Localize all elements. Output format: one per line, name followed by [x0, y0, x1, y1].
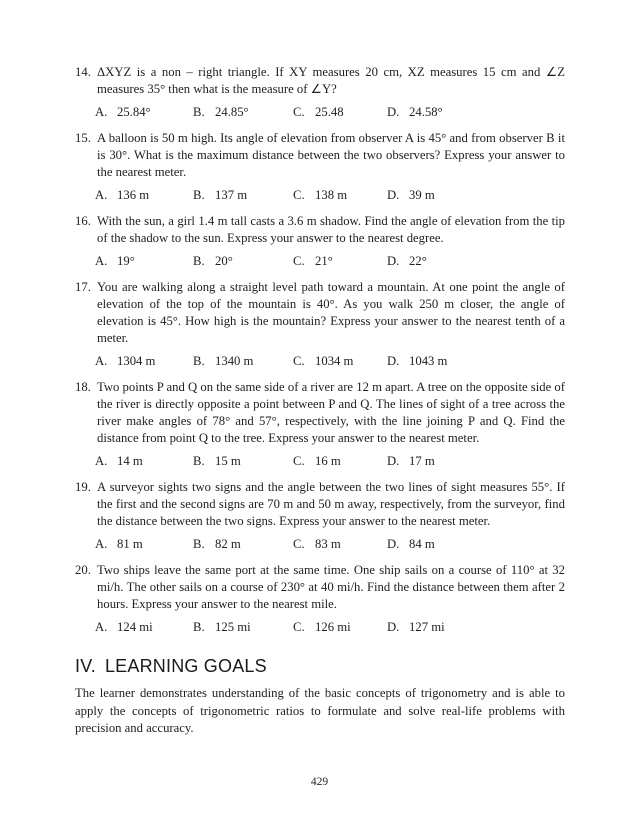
answer-choices: [75, 187, 565, 204]
answer-choice: [193, 536, 293, 553]
choice-value: 1340 m: [215, 354, 254, 368]
choice-letter: D.: [387, 188, 400, 202]
question-list: [75, 64, 565, 636]
question-number: 17.: [75, 280, 91, 294]
answer-choices: [75, 253, 565, 270]
question: [75, 130, 565, 204]
answer-choice: [293, 253, 387, 270]
answer-choice: [95, 187, 193, 204]
answer-choice: [95, 536, 193, 553]
question-body: A balloon is 50 m high. Its angle of elevation from observer A is 45° and from observer B it is 30°. What is the maximum distance between the two observers? Express your answer to the nearest meter.: [97, 131, 565, 179]
choice-value: 25.48: [315, 105, 344, 119]
choice-value: 1034 m: [315, 354, 354, 368]
question-text: [75, 213, 565, 247]
choice-value: 19°: [117, 254, 135, 268]
answer-choices: [75, 353, 565, 370]
answer-choice: [95, 104, 193, 121]
question-text: [75, 379, 565, 447]
choice-letter: B.: [193, 254, 205, 268]
choice-letter: B.: [193, 620, 205, 634]
choice-value: 22°: [409, 254, 427, 268]
question: [75, 562, 565, 636]
answer-choice: [293, 536, 387, 553]
question-body: Two points P and Q on the same side of a river are 12 m apart. A tree on the opposite side of the river is directly opposite a point between P and Q. The lines of sight of a tree across the river make angles of 78° and 57°, respectively, with the line joining P and Q. Find the distance from point Q to the tree. Express your answer to the nearest meter.: [97, 380, 565, 445]
answer-choice: [193, 253, 293, 270]
answer-choice: [387, 453, 565, 470]
choice-value: 136 m: [117, 188, 150, 202]
question-body: A surveyor sights two signs and the angle between the two lines of sight measures 55°. If the first and the second signs are 70 m and 50 m away, respectively, from the surveyor, find the distance between the two signs. Express your answer to the nearest meter.: [97, 480, 565, 528]
answer-choice: [293, 353, 387, 370]
question-text: [75, 562, 565, 613]
learning-goals-paragraph: The learner demonstrates understanding of the basic concepts of trigonometry and is able to apply the concepts of trigonometric ratios to formulate and solve real-life problems with precision and accuracy.: [75, 686, 565, 735]
answer-choice: [193, 187, 293, 204]
choice-value: 1043 m: [409, 354, 448, 368]
choice-letter: D.: [387, 354, 400, 368]
answer-choice: [293, 619, 387, 636]
question: [75, 64, 565, 121]
choice-letter: C.: [293, 188, 305, 202]
question-body: With the sun, a girl 1.4 m tall casts a 3.6 m shadow. Find the angle of elevation from the tip of the shadow to the sun. Express your answer to the nearest degree.: [97, 214, 565, 245]
choice-letter: A.: [95, 537, 108, 551]
choice-letter: A.: [95, 454, 108, 468]
question: [75, 379, 565, 470]
choice-letter: A.: [95, 620, 108, 634]
question-number: 14.: [75, 65, 91, 79]
answer-choice: [293, 187, 387, 204]
choice-letter: C.: [293, 105, 305, 119]
choice-value: 17 m: [409, 454, 435, 468]
question-number: 18.: [75, 380, 91, 394]
choice-letter: D.: [387, 537, 400, 551]
question-number: 15.: [75, 131, 91, 145]
choice-value: 21°: [315, 254, 333, 268]
choice-value: 20°: [215, 254, 233, 268]
choice-letter: A.: [95, 354, 108, 368]
answer-choice: [193, 619, 293, 636]
answer-choice: [95, 619, 193, 636]
question-number: 16.: [75, 214, 91, 228]
choice-value: 16 m: [315, 454, 341, 468]
choice-value: 83 m: [315, 537, 341, 551]
answer-choice: [293, 453, 387, 470]
answer-choices: [75, 104, 565, 121]
choice-letter: D.: [387, 454, 400, 468]
choice-letter: C.: [293, 354, 305, 368]
question-body: You are walking along a straight level path toward a mountain. At one point the angle of elevation of the top of the mountain is 40°. As you walk 250 m closer, the angle of elevation is 45°. How high is the mountain? Express your answer to the nearest tenth of a meter.: [97, 280, 565, 345]
choice-letter: A.: [95, 105, 108, 119]
answer-choices: [75, 619, 565, 636]
answer-choice: [387, 187, 565, 204]
question-text: [75, 64, 565, 98]
choice-letter: C.: [293, 620, 305, 634]
answer-choice: [193, 353, 293, 370]
answer-choice: [387, 619, 565, 636]
choice-letter: D.: [387, 254, 400, 268]
choice-value: 15 m: [215, 454, 241, 468]
choice-value: 127 mi: [409, 620, 445, 634]
answer-choice: [387, 536, 565, 553]
section-numeral: IV.: [75, 656, 96, 676]
answer-choice: [95, 353, 193, 370]
choice-letter: B.: [193, 354, 205, 368]
learning-goals-heading: [75, 655, 565, 677]
page-content: [75, 64, 565, 738]
choice-letter: C.: [293, 454, 305, 468]
choice-value: 81 m: [117, 537, 143, 551]
choice-letter: A.: [95, 254, 108, 268]
choice-letter: D.: [387, 620, 400, 634]
answer-choice: [193, 104, 293, 121]
question-body: Two ships leave the same port at the same time. One ship sails on a course of 110° at 32 mi/h. The other sails on a course of 230° at 40 mi/h. Find the distance between them after 2 hours. Express your answer to the nearest mile.: [97, 563, 565, 611]
question-body: ΔXYZ is a non – right triangle. If XY measures 20 cm, XZ measures 15 cm and ∠Z measures 35° then what is the measure of ∠Y?: [97, 65, 565, 96]
question-text: [75, 130, 565, 181]
answer-choices: [75, 536, 565, 553]
answer-choice: [293, 104, 387, 121]
choice-value: 24.85°: [215, 105, 249, 119]
choice-value: 138 m: [315, 188, 348, 202]
choice-value: 125 mi: [215, 620, 251, 634]
choice-letter: D.: [387, 105, 400, 119]
answer-choice: [387, 353, 565, 370]
answer-choice: [387, 104, 565, 121]
choice-letter: B.: [193, 105, 205, 119]
choice-value: 14 m: [117, 454, 143, 468]
choice-value: 126 mi: [315, 620, 351, 634]
choice-value: 124 mi: [117, 620, 153, 634]
question-text: [75, 479, 565, 530]
question: [75, 279, 565, 370]
choice-value: 1304 m: [117, 354, 156, 368]
choice-value: 84 m: [409, 537, 435, 551]
question-number: 20.: [75, 563, 91, 577]
choice-value: 82 m: [215, 537, 241, 551]
choice-letter: C.: [293, 537, 305, 551]
choice-value: 39 m: [409, 188, 435, 202]
question-number: 19.: [75, 480, 91, 494]
question: [75, 479, 565, 553]
question-text: [75, 279, 565, 347]
choice-letter: B.: [193, 537, 205, 551]
choice-letter: C.: [293, 254, 305, 268]
choice-value: 25.84°: [117, 105, 151, 119]
answer-choice: [95, 253, 193, 270]
page-number: 429: [310, 776, 329, 788]
choice-letter: B.: [193, 454, 205, 468]
answer-choices: [75, 453, 565, 470]
choice-value: 24.58°: [409, 105, 443, 119]
answer-choice: [95, 453, 193, 470]
choice-letter: B.: [193, 188, 205, 202]
choice-value: 137 m: [215, 188, 248, 202]
answer-choice: [193, 453, 293, 470]
section-title: LEARNING GOALS: [104, 656, 267, 676]
choice-letter: A.: [95, 188, 108, 202]
question: [75, 213, 565, 270]
answer-choice: [387, 253, 565, 270]
